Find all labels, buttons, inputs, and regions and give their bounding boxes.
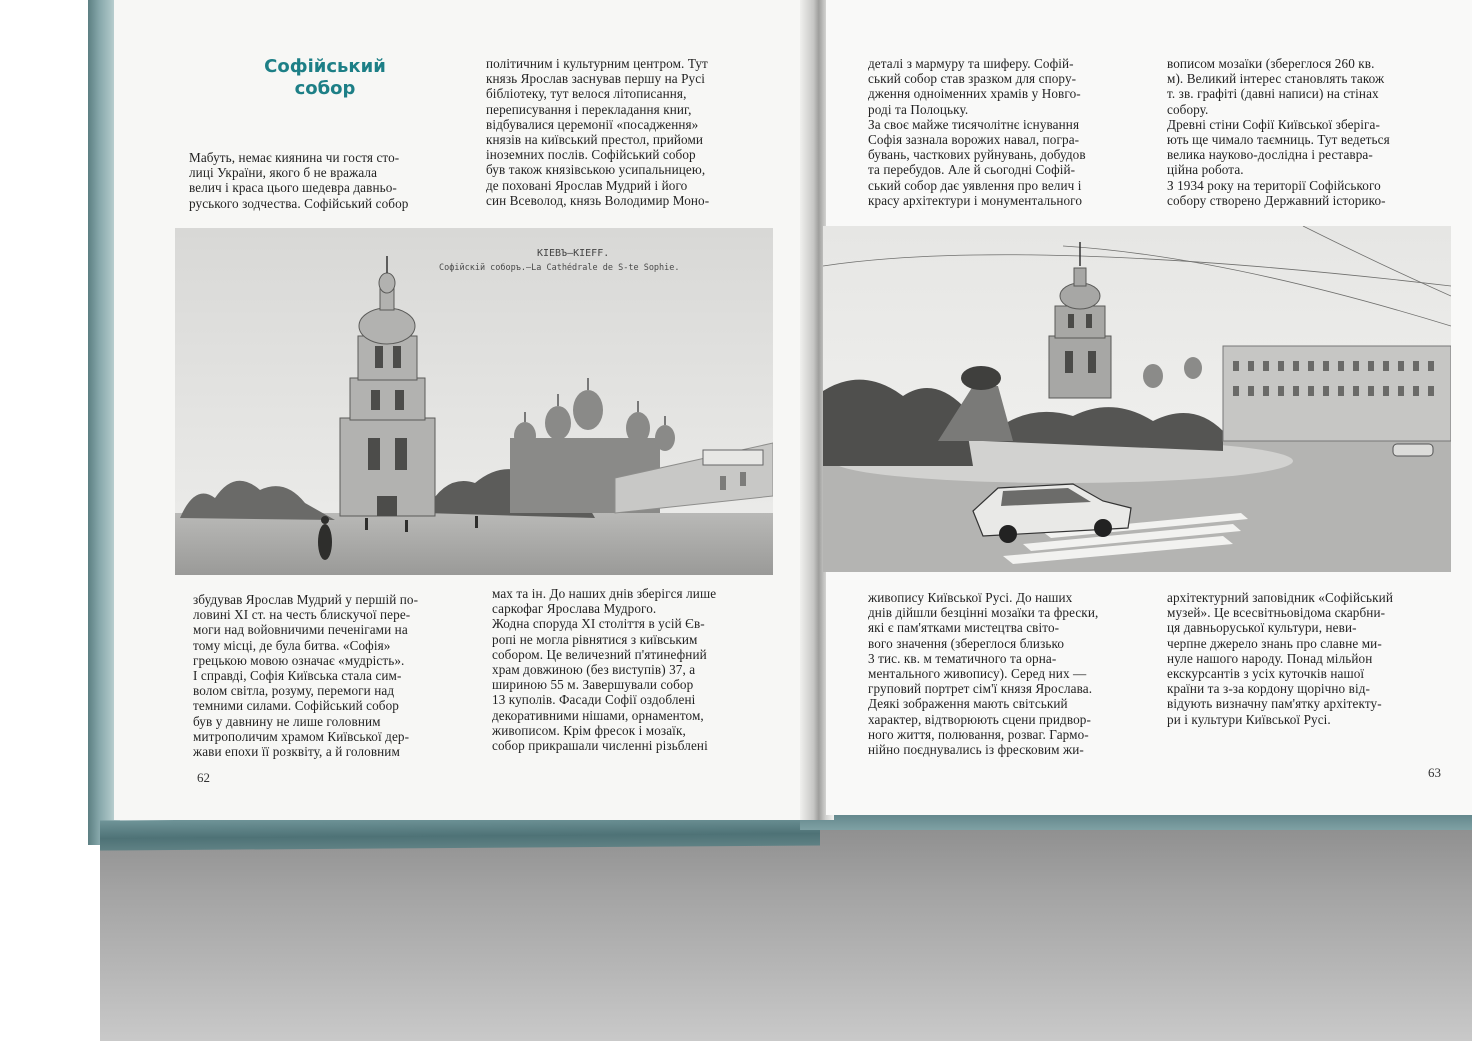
postcard-desc-label: Софійскій соборъ.—La Cathédrale de S-te Sophie.	[439, 263, 680, 273]
historic-postcard-photo	[175, 228, 773, 575]
postcard-city-label: КІЕВЪ—KIEFF.	[537, 248, 610, 259]
right-col2-bottom-text: архітектурний заповідник «Софійський музей». Це всесвітньовідома скарбни- ця давньоруської культури, неви- черпне джерело знань про славне ми- нуле нашого народу. Понад мільйон екскурсантів з усіх куточків нашої країни та з-за кордону щорічно від- відують визначну пам'ятку архітекту- ри і культури Київської Русі.	[1167, 590, 1393, 727]
modern-square-image	[823, 226, 1451, 572]
right-col2-top-text: вописом мозаїки (збереглося 260 кв. м). Великий інтерес становлять також т. зв. графіті (давні написи) на стінах собору. Древні стіни Софії Київської зберіга- ють ще чимало таємниць. Тут ведеться велика науково-дослідна і реставра- ційна робота. З 1934 року на території Софійського собору створено Державний історико-	[1167, 56, 1390, 208]
modern-square-photo	[823, 226, 1451, 572]
left-col1-bottom-text: збудував Ярослав Мудрий у першій по- ловині XI ст. на честь блискучої пере- моги над войовничими печенігами на тому місці, де була битва. «Софія» грецькою мовою означає «мудрість». І справді, Софія Київська стала сим- волом світла, розуму, перемоги над темними силами. Софійський собор був у давнину не лише головним митрополичим храмом Київської дер- жави епохи її розквіту, а й головним	[193, 592, 419, 760]
right-col1-bottom-text: живопису Київської Русі. До наших днів дійшли безцінні мозаїки та фрески, які є пам'ятками мистецтва світо- вого значення (збереглося близько 3 тис. кв. м тематичного та орна- ментального живопису). Серед них — груповий портрет сім'ї князя Ярослава. Деякі зображення мають світський характер, відтворюють сцени придвор- ного життя, полювання, розваг. Гармо- нійно поєднувались із фресковим жи-	[868, 590, 1099, 758]
article-title: Софійський собор	[264, 56, 386, 99]
left-col2-bottom-text: мах та ін. До наших днів зберігся лише саркофаг Ярослава Мудрого. Жодна споруда XI століття в усій Єв- ропі не могла рівнятися з київським собором. Це величезний п'ятинефний храм довжиною (без виступів) 37, а шириною 55 м. Завершували собор 13 куполів. Фасади Софії оздоблені декоративними нішами, орнаментом, живописом. Крім фресок і мозаїк, собор прикрашали численні різьблені	[492, 586, 717, 754]
page-number-left: 62	[197, 770, 210, 785]
historic-postcard-image	[175, 228, 773, 575]
table-shadow	[100, 826, 1472, 1041]
left-col2-top-text: політичним і культурним центром. Тут князь Ярослав заснував першу на Русі бібліотеку, тут велося літописання, переписування і перекладання книг, відбувалися церемонії «посадження» князів на київський престол, прийоми іноземних послів. Софійський собор був також князівською усипальницею, де поховані Ярослав Мудрий і його син Всеволод, князь Володимир Моно-	[486, 56, 710, 208]
right-col1-top-text: деталі з мармуру та шиферу. Софій- ський собор став зразком для спору- дження одноіменних храмів у Новго- роді та Полоцьку. За своє майже тисячолітнє існування Софія зазнала ворожих навал, погра- бувань, часткових руйнувань, добудов та перебудов. Але й сьогодні Софій- ський собор дає уявлення про велич і красу архітектури і монументального	[868, 56, 1086, 208]
left-col1-top-text: Мабуть, немає киянина чи гостя сто- лиці України, якого б не вражала велич і краса цього шедевра давньо- руського зодчества. Софійський собор	[189, 150, 409, 211]
book-cover-bottom-edge	[100, 815, 820, 850]
page-number-right: 63	[1428, 765, 1441, 780]
